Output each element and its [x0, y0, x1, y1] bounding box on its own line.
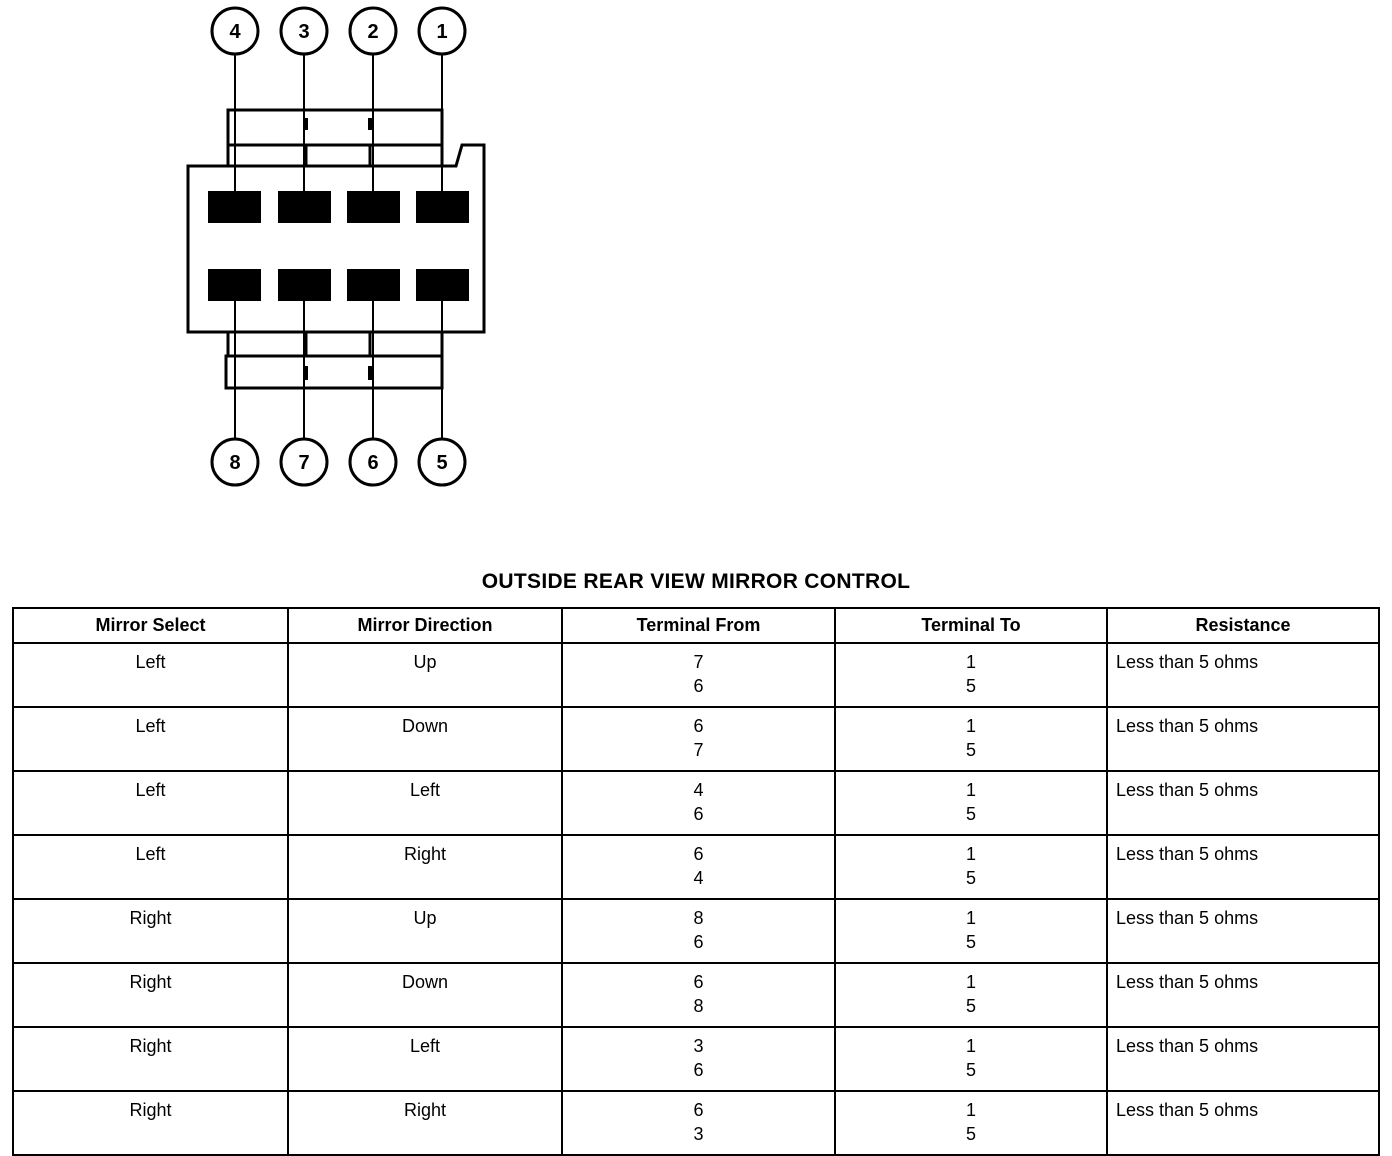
cell-mirror-direction: Down: [288, 707, 562, 771]
pin-label-1: 1: [436, 21, 448, 43]
connector-top-latch: [228, 110, 442, 145]
header-resistance: Resistance: [1107, 608, 1379, 643]
cell-terminal-from: 8 6: [562, 899, 835, 963]
cell-terminal-from: 6 8: [562, 963, 835, 1027]
connector-body: [188, 145, 484, 332]
callout-pin-5: [419, 439, 465, 485]
cell-mirror-select: Right: [13, 1091, 288, 1155]
cell-mirror-select: Right: [13, 1027, 288, 1091]
header-mirror-direction: Mirror Direction: [288, 608, 562, 643]
cell-mirror-select: Right: [13, 899, 288, 963]
table-row: [13, 707, 1379, 771]
cell-terminal-from: 6 7: [562, 707, 835, 771]
cell-terminal-to: 1 5: [835, 643, 1107, 707]
table-title: OUTSIDE REAR VIEW MIRROR CONTROL: [481, 570, 911, 593]
table-header-row: [13, 608, 1379, 643]
cell-terminal-from: 4 6: [562, 771, 835, 835]
terminal-cavity-7: [278, 269, 331, 301]
pin-label-7: 7: [298, 452, 310, 474]
cell-resistance: Less than 5 ohms: [1107, 1091, 1379, 1155]
pin-label-5: 5: [436, 452, 448, 474]
cell-terminal-from: 6 4: [562, 835, 835, 899]
header-mirror-select: Mirror Select: [13, 608, 288, 643]
cell-mirror-direction: Right: [288, 835, 562, 899]
cell-resistance: Less than 5 ohms: [1107, 771, 1379, 835]
pin-label-8: 8: [229, 452, 241, 474]
terminal-cavity-4: [208, 191, 261, 223]
terminal-cavity-3: [278, 191, 331, 223]
callout-pin-2: [350, 8, 396, 54]
callout-pin-6: [350, 439, 396, 485]
pin-label-4: 4: [229, 21, 241, 43]
cell-mirror-direction: Up: [288, 899, 562, 963]
cell-terminal-from: 7 6: [562, 643, 835, 707]
cell-terminal-from: 3 6: [562, 1027, 835, 1091]
callout-pin-4: [212, 8, 258, 54]
cell-mirror-direction: Right: [288, 1091, 562, 1155]
cell-mirror-select: Left: [13, 707, 288, 771]
table-row: [13, 899, 1379, 963]
cell-mirror-select: Left: [13, 771, 288, 835]
cell-resistance: Less than 5 ohms: [1107, 643, 1379, 707]
cell-mirror-select: Left: [13, 835, 288, 899]
cell-terminal-to: 1 5: [835, 963, 1107, 1027]
cell-mirror-direction: Down: [288, 963, 562, 1027]
cell-resistance: Less than 5 ohms: [1107, 707, 1379, 771]
cell-terminal-from: 6 3: [562, 1091, 835, 1155]
pin-label-2: 2: [367, 21, 379, 43]
cell-terminal-to: 1 5: [835, 771, 1107, 835]
terminal-cavity-8: [208, 269, 261, 301]
table-row: [13, 643, 1379, 707]
table-row: [13, 1091, 1379, 1155]
callout-pin-8: [212, 439, 258, 485]
table-row: [13, 963, 1379, 1027]
cell-resistance: Less than 5 ohms: [1107, 963, 1379, 1027]
cell-mirror-direction: Left: [288, 1027, 562, 1091]
cell-resistance: Less than 5 ohms: [1107, 835, 1379, 899]
cell-terminal-to: 1 5: [835, 835, 1107, 899]
terminal-cavity-5: [416, 269, 469, 301]
continuity-table: [12, 607, 1380, 1156]
cell-mirror-direction: Left: [288, 771, 562, 835]
terminal-cavity-1: [416, 191, 469, 223]
connector-bottom-latch: [226, 356, 442, 388]
cell-terminal-to: 1 5: [835, 707, 1107, 771]
cell-terminal-to: 1 5: [835, 899, 1107, 963]
callout-pin-3: [281, 8, 327, 54]
table-row: [13, 835, 1379, 899]
cell-resistance: Less than 5 ohms: [1107, 899, 1379, 963]
table-row: [13, 771, 1379, 835]
header-terminal-from: Terminal From: [562, 608, 835, 643]
cell-mirror-direction: Up: [288, 643, 562, 707]
pin-label-3: 3: [298, 21, 310, 43]
table-row: [13, 1027, 1379, 1091]
cell-terminal-to: 1 5: [835, 1091, 1107, 1155]
callout-pin-7: [281, 439, 327, 485]
terminal-cavity-2: [347, 191, 400, 223]
cell-resistance: Less than 5 ohms: [1107, 1027, 1379, 1091]
connector-diagram: [0, 0, 1392, 560]
pin-label-6: 6: [367, 452, 379, 474]
cell-mirror-select: Left: [13, 643, 288, 707]
cell-mirror-select: Right: [13, 963, 288, 1027]
terminal-cavity-6: [347, 269, 400, 301]
cell-terminal-to: 1 5: [835, 1027, 1107, 1091]
callout-pin-1: [419, 8, 465, 54]
header-terminal-to: Terminal To: [835, 608, 1107, 643]
